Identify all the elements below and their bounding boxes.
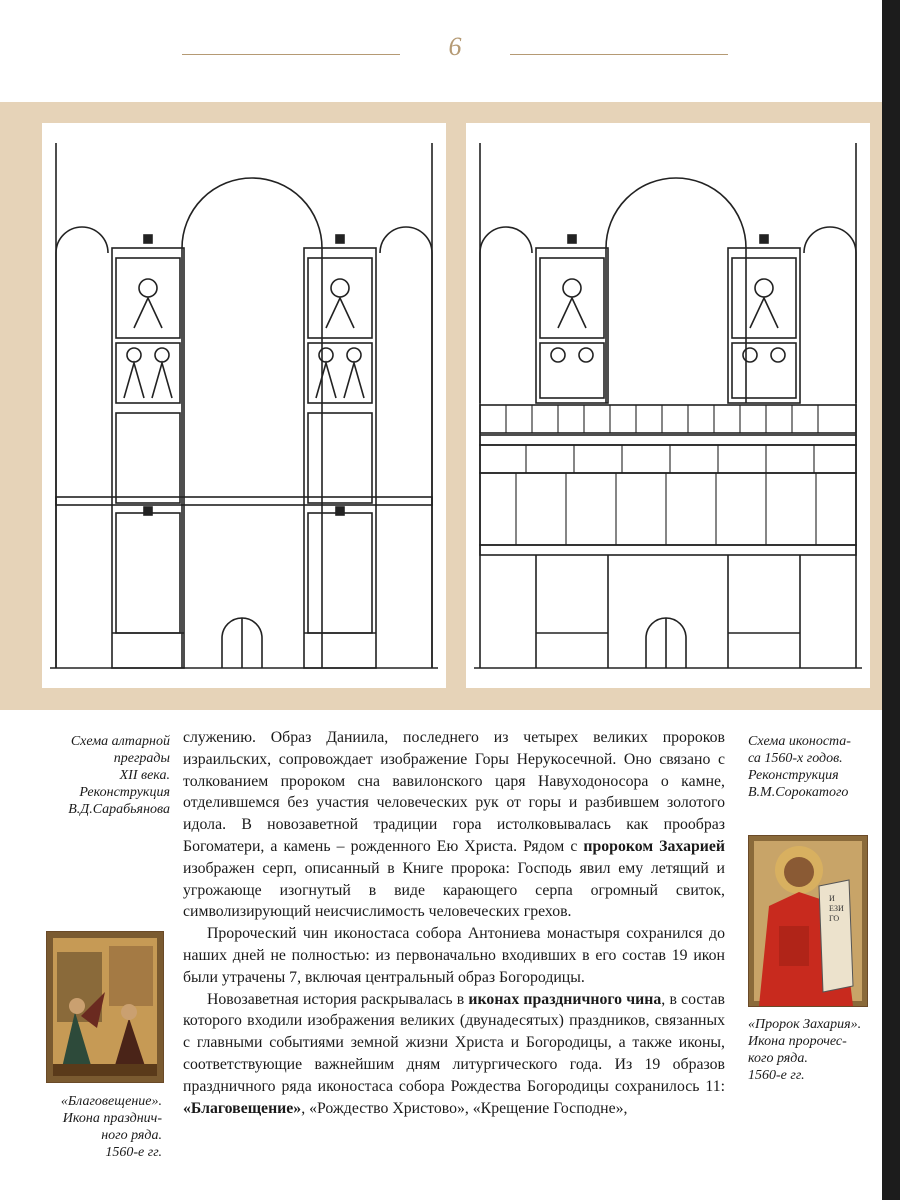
caption-altar-scheme: Схема алтарной преграды XII века. Реконструкция В.Д.Сарабьянова (68, 734, 170, 817)
header-rule-right (510, 54, 728, 55)
emphasis-festive-row: иконах праздничного чина (468, 990, 662, 1008)
annunciation-icon-image (46, 931, 164, 1083)
scroll-text: И ЕЗИ ГО (829, 894, 844, 923)
paragraph-2: Пророческий чин иконостаса собора Антониева монастыря сохранился до наших дней не полностью: из первоначально входивших в его состав 19 икон были утрачены 7, включая центральный образ Богородицы. (183, 925, 725, 986)
paragraph-3: Новозаветная история раскрывалась в иконах праздничного чина, в состав которого входили изображения великих (двунадесятых) праздников, связанных с главными событиями земной жизни Христа и Богородицы, а также иконы, соответствующие важнейшим дням литургического года. Из 19 образов праздничного ряда иконостаса собора Рождества Богородицы сохранилось 11: «Благовещение», «Рождество Христово», «Крещение Господне», (183, 990, 725, 1117)
page-number: 6 (448, 32, 462, 61)
prophet-zechariah-icon-image (748, 835, 868, 1007)
emphasis-zechariah: пророком Захарией (583, 837, 725, 855)
emphasis-annunciation: «Благовещение» (183, 1099, 302, 1117)
caption-prophet-zechariah: «Пророк Захария». Икона пророчес- кого ряда. 1560-е гг. (748, 1017, 862, 1083)
altar-barrier-drawing (42, 123, 446, 688)
header-rule-left (182, 54, 400, 55)
iconostasis-drawing (466, 123, 870, 688)
page-edge (882, 0, 900, 1200)
caption-iconostasis-scheme: Схема иконоста- са 1560-х годов. Реконструкция В.М.Сорокатого (748, 734, 851, 800)
caption-annunciation: «Благовещение». Икона празднич- ного ряда. 1560-е гг. (60, 1094, 162, 1160)
body-text (183, 727, 725, 1119)
paragraph-1: служению. Образ Даниила, последнего из четырех великих пророков израильских, сопровождает изображение Горы Нерукосечной. Оно связано с толкованием пророком сна вавилонского царя Навуходоносора о камне, отделившемся без участия человеческих рук от горы и разбившем золотого идола. В новозаветной традиции гора истолковывалась как прообраз Богоматери, а камень – рожденного Ею Христа. Рядом с пророком Захарией изображен серп, описанный в Книге пророка: Господь явил ему летящий и угрожающе изогнутый в виде карающего серпа огромный свиток, символизирующий неисчислимость человеческих грехов. (183, 729, 725, 921)
